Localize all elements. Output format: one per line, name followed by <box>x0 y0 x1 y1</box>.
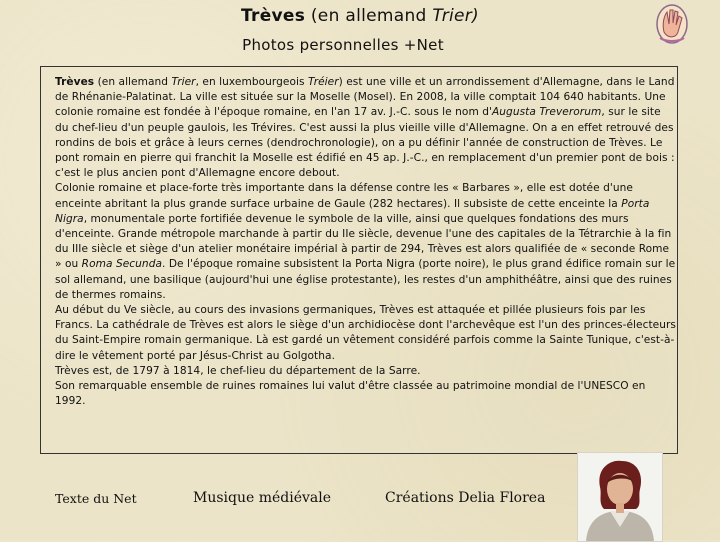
paragraph-2 <box>55 181 677 303</box>
text-run: Colonie romaine et place-forte très importante dans la défense contre les « Barbares », elle est dotée d'une enceinte abritant la plus grande surface urbaine de Gaule (282 hectares). Il subsiste de cette enceinte la <box>55 182 633 210</box>
musique-medievale-link[interactable]: Musique médiévale <box>193 490 332 506</box>
author-portrait-icon <box>578 453 662 541</box>
creations-delia-florea-link[interactable]: Créations Delia Florea <box>385 490 546 506</box>
texte-du-net-link[interactable]: Texte du Net <box>55 491 137 506</box>
text-run: . De l'époque romaine subsistent la Porta Nigra (porte noire), le plus grand édifice romain sur le sol allemand, une basilique (aujourd'hui une église protestante), les restes d'un amphithéâtre, ainsi que des ruines de thermes romains. <box>55 258 676 301</box>
title-bold: Trèves <box>240 6 306 26</box>
text-run: (en allemand <box>94 76 172 88</box>
paragraph-4: Trèves est, de 1797 à 1814, le chef-lieu du département de la Sarre. <box>55 364 421 377</box>
paragraph-3: Au début du Ve siècle, au cours des invasions germaniques, Trèves est attaquée et pillée plusieurs fois par les Francs. La cathédrale de Trèves est alors le siège d'un archidiocèse dont l'archevêque est l'un des princes-électeurs du Saint-Empire romain germanique. Là est gardé un vêtement considéré parfois comme la Sainte Tunique, c'est-à-dire le vêtement porté par Jésus-Christ au Golgotha. <box>55 304 676 362</box>
text-italic: Trier <box>171 76 196 88</box>
author-portrait[interactable] <box>577 452 663 542</box>
text-run: , sur le site du chef-lieu d'un peuple gaulois, les Trévires. C'est aussi la plus vieille ville d'Allemagne. On a en effet retrouvé des rondins de bois et grâce à leurs cernes (dendrochronologie), on a pu définir l'année de construction de Trèves. Le pont romain en pierre qui franchit la Moselle est édifié en 45 ap. J.-C., en remplacement d'un premier pont de bois : c'est le plus ancien pont d'Allemagne encore debout. <box>55 106 675 180</box>
text-italic: Roma Secunda <box>81 258 163 271</box>
text-run: , en luxembourgeois <box>195 76 308 88</box>
waving-hand-icon[interactable] <box>652 2 692 46</box>
page-title <box>0 6 720 26</box>
lead-bold: Trèves <box>55 76 95 88</box>
page-subtitle: Photos personnelles +Net <box>242 36 444 54</box>
text-italic: Porta Nigra <box>55 197 650 225</box>
text-italic: Augusta Treverorum <box>491 106 602 119</box>
article-text-box <box>40 66 678 454</box>
paragraph-5: Son remarquable ensemble de ruines romaines lui valut d'être classée au patrimoine mondial de l'UNESCO en 1992. <box>55 380 646 408</box>
title-middle: (en allemand <box>305 6 433 26</box>
text-italic: Tréier <box>308 76 339 88</box>
title-italic: Trier) <box>432 6 479 26</box>
paragraph-1 <box>55 75 677 181</box>
text-run: , monumentale porte fortifiée devenue le symbole de la ville, ainsi que quelques fondations des murs d'enceinte. Grande métropole marchande à partir du IIe siècle, devenue l'une des capitales de la Tétrarchie à la fin du IIIe siècle et siège d'un atelier monétaire impérial à partir de 294, Trèves est alors qualifiée de « seconde Rome » ou <box>55 212 672 271</box>
text-run: ) est une ville et un arrondissement d'Allemagne, dans le Land de Rhénanie-Palatinat. La ville est située sur la Moselle (Mosel). En 2008, la ville comptait 104 640 habitants. Une colonie romaine est fondée à l'époque romaine, en l'an 17 av. J.-C. sous le nom d' <box>55 76 675 119</box>
